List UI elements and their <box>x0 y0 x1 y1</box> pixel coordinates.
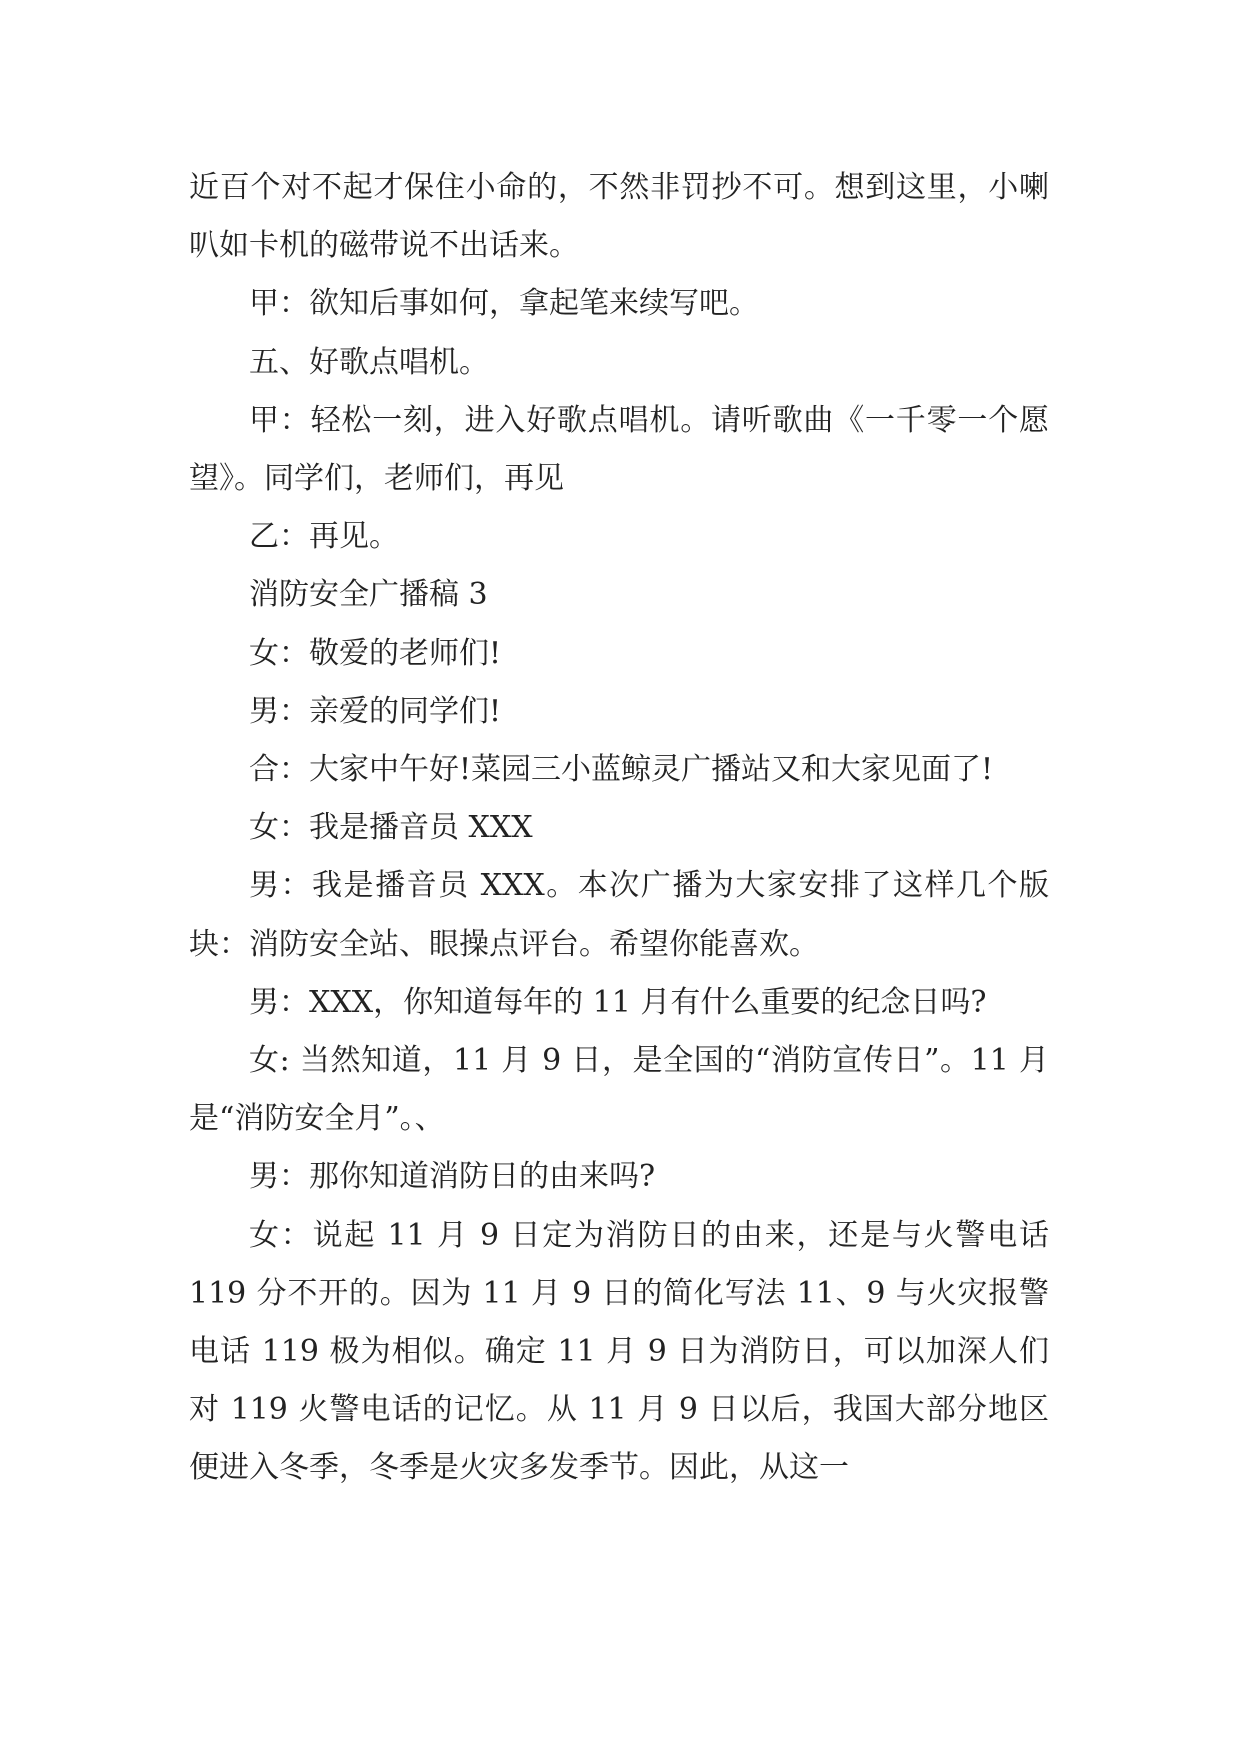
paragraph: 甲：欲知后事如何，拿起笔来续写吧。 <box>249 286 759 322</box>
document-body <box>189 159 1049 1498</box>
paragraph: 近百个对不起才保住小命的，不然非罚抄不可。想到这里，小喇叭如卡机的磁带说不出话来。 <box>189 170 1049 264</box>
paragraph: 甲：轻松一刻，进入好歌点唱机。请听歌曲《一千零一个愿望》。同学们，老师们，再见 <box>189 402 1049 497</box>
paragraph: 男：亲爱的同学们! <box>249 693 502 729</box>
paragraph: 男：我是播音员 XXX。本次广播为大家安排了这样几个版块：消防安全站、眼操点评台。希望你能喜欢。 <box>189 868 1049 962</box>
document-heading: 消防安全广播稿 3 <box>249 577 488 613</box>
paragraph: 女：敬爱的老师们! <box>249 635 502 671</box>
paragraph: 男：XXX，你知道每年的 11 月有什么重要的纪念日吗? <box>249 984 987 1020</box>
paragraph: 女：我是播音员 XXX <box>249 810 533 846</box>
paragraph: 合：大家中午好!菜园三小蓝鲸灵广播站又和大家见面了! <box>249 752 994 788</box>
paragraph: 女: 当然知道，11 月 9 日，是全国的“消防宣传日”。11 月是“消防安全月”。、 <box>189 1043 1049 1137</box>
paragraph: 女：说起 11 月 9 日定为消防日的由来，还是与火警电话 119 分不开的。因为 11 月 9 日的简化写法 11、9 与火灾报警电话 119 极为相似。确定 11 月 9 日为消防日，可以加深人们对 119 火警电话的记忆。从 11 月 9 日以后，我国大部分地区便进入冬季，冬季是火灾多发季节。因此，从这一 <box>189 1217 1049 1486</box>
paragraph: 男：那你知道消防日的由来吗? <box>249 1159 656 1195</box>
paragraph: 乙：再见。 <box>249 519 399 555</box>
section-heading: 五、好歌点唱机。 <box>249 344 489 380</box>
